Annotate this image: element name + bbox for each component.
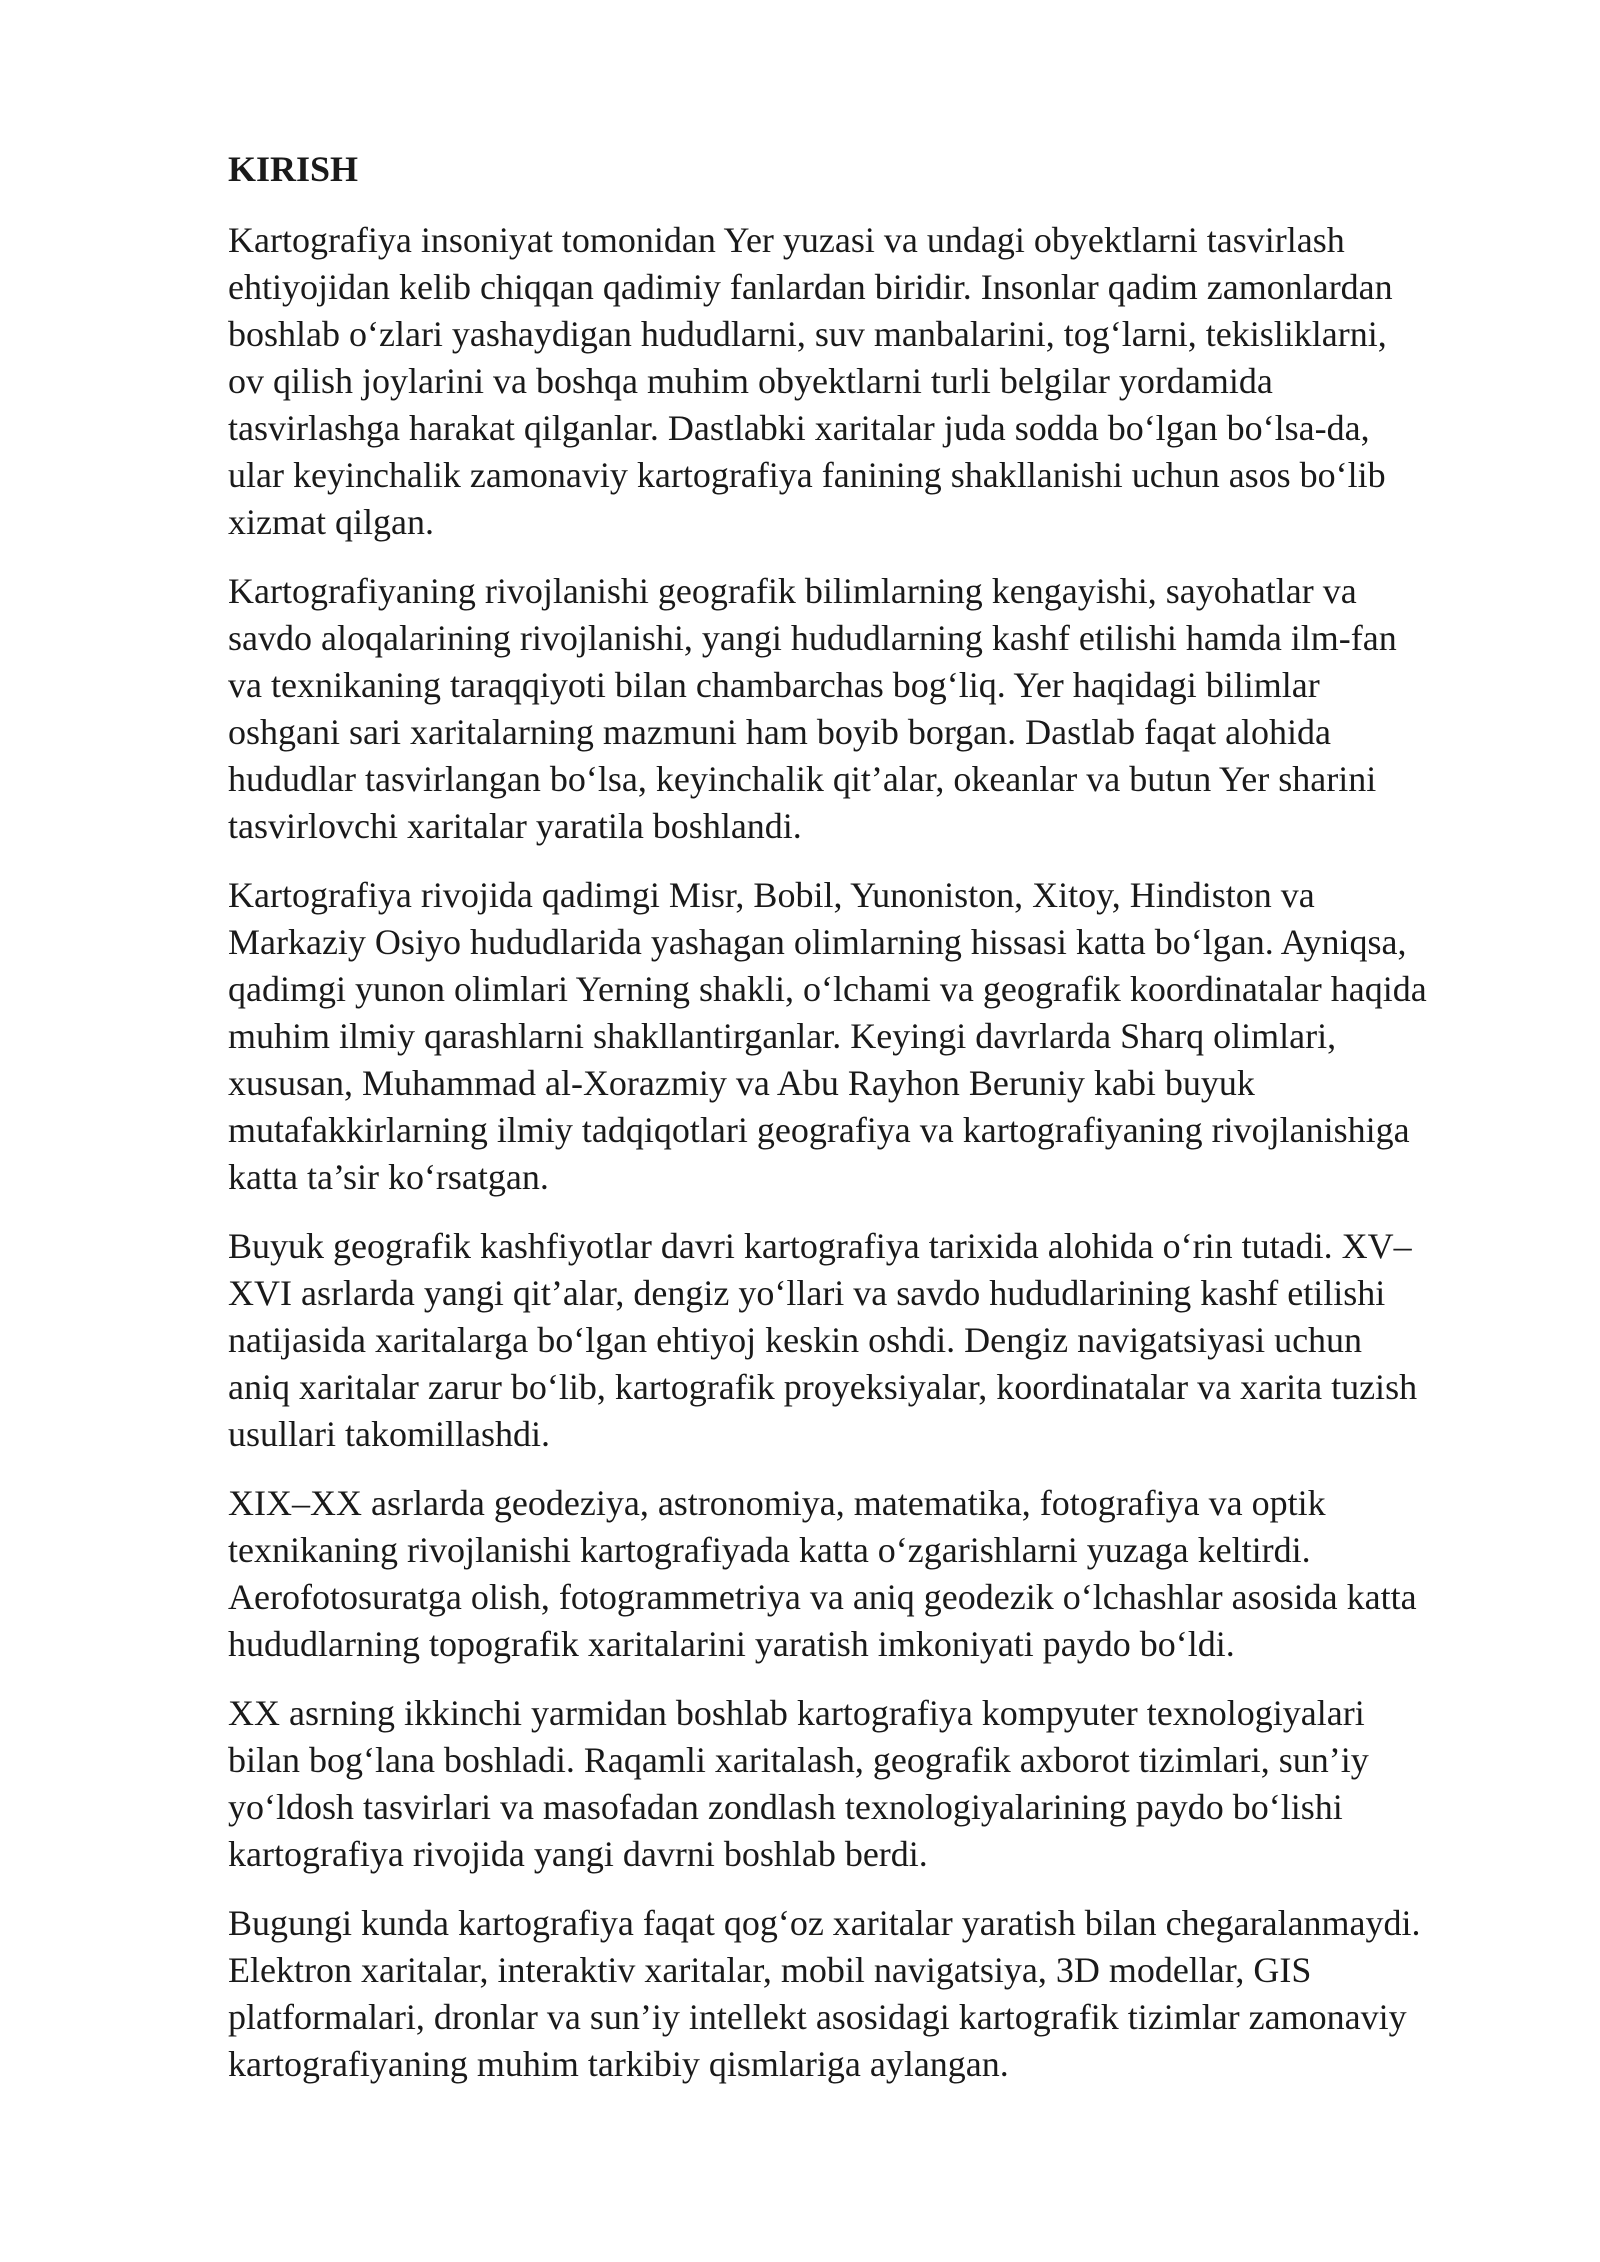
paragraph-4: Buyuk geografik kashfiyotlar davri kartografiya tarixida alohida o‘rin tutadi. XV– XVI asrlarda yangi qit’alar, dengiz yo‘llari va savdo hududlarining kashf etilishi natijasida xaritalarga bo‘lgan ehtiyoj keskin oshdi. Dengiz navigatsiyasi uchun aniq xaritalar zarur bo‘lib, kartografik proyeksiyalar, koordinatalar va xarita tuzish usullari takomillashdi.	[228, 1226, 1418, 1454]
paragraph-2: Kartografiyaning rivojlanishi geografik bilimlarning kengayishi, sayohatlar va savdo aloqalarining rivojlanishi, yangi hududlarning kashf etilishi hamda ilm-fan va texnikaning taraqqiyoti bilan chambarchas bog‘liq. Yer haqidagi bilimlar oshgani sari xaritalarning mazmuni ham boyib borgan. Dastlab faqat alohida hududlar tasvirlangan bo‘lsa, keyinchalik qit’alar, okeanlar va butun Yer sharini tasvirlovchi xaritalar yaratila boshlandi.	[228, 571, 1397, 846]
paragraph-1: Kartografiya insoniyat tomonidan Yer yuzasi va undagi obyektlarni tasvirlash ehtiyojidan kelib chiqqan qadimiy fanlardan biridir. Insonlar qadim zamonlardan boshlab o‘zlari yashaydigan hududlarni, suv manbalarini, tog‘larni, tekisliklarni, ov qilish joylarini va boshqa muhim obyektlarni turli belgilar yordamida tasvirlashga harakat qilganlar. Dastlabki xaritalar juda sodda bo‘lgan bo‘lsa-da, ular keyinchalik zamonaviy kartografiya fanining shakllanishi uchun asos bo‘lib xizmat qilgan.	[228, 220, 1393, 542]
document-page	[228, 146, 1490, 2110]
document-heading: KIRISH	[228, 149, 359, 189]
paragraph-7: Bugungi kunda kartografiya faqat qog‘oz xaritalar yaratish bilan chegaralanmaydi. Elektron xaritalar, interaktiv xaritalar, mobil navigatsiya, 3D modellar, GIS platformalari, dronlar va sun’iy intellekt asosidagi kartografik tizimlar zamonaviy kartografiyaning muhim tarkibiy qismlariga aylangan.	[228, 1903, 1421, 2084]
paragraph-6: XX asrning ikkinchi yarmidan boshlab kartografiya kompyuter texnologiyalari bilan bog‘lana boshladi. Raqamli xaritalash, geografik axborot tizimlari, sun’iy yo‘ldosh tasvirlari va masofadan zondlash texnologiyalarining paydo bo‘lishi kartografiya rivojida yangi davrni boshlab berdi.	[228, 1693, 1369, 1874]
paragraph-3: Kartografiya rivojida qadimgi Misr, Bobil, Yunoniston, Xitoy, Hindiston va Markaziy Osiyo hududlarida yashagan olimlarning hissasi katta bo‘lgan. Ayniqsa, qadimgi yunon olimlari Yerning shakli, o‘lchami va geografik koordinatalar haqida muhim ilmiy qarashlarni shakllantirganlar. Keyingi davrlarda Sharq olimlari, xususan, Muhammad al-Xorazmiy va Abu Rayhon Beruniy kabi buyuk mutafakkirlarning ilmiy tadqiqotlari geografiya va kartografiyaning rivojlanishiga katta ta’sir ko‘rsatgan.	[228, 875, 1427, 1197]
paragraph-5: XIX–XX asrlarda geodeziya, astronomiya, matematika, fotografiya va optik texnikaning rivojlanishi kartografiyada katta o‘zgarishlarni yuzaga keltirdi. Aerofotosuratga olish, fotogrammetriya va aniq geodezik o‘lchashlar asosida katta hududlarning topografik xaritalarini yaratish imkoniyati paydo bo‘ldi.	[228, 1483, 1417, 1664]
